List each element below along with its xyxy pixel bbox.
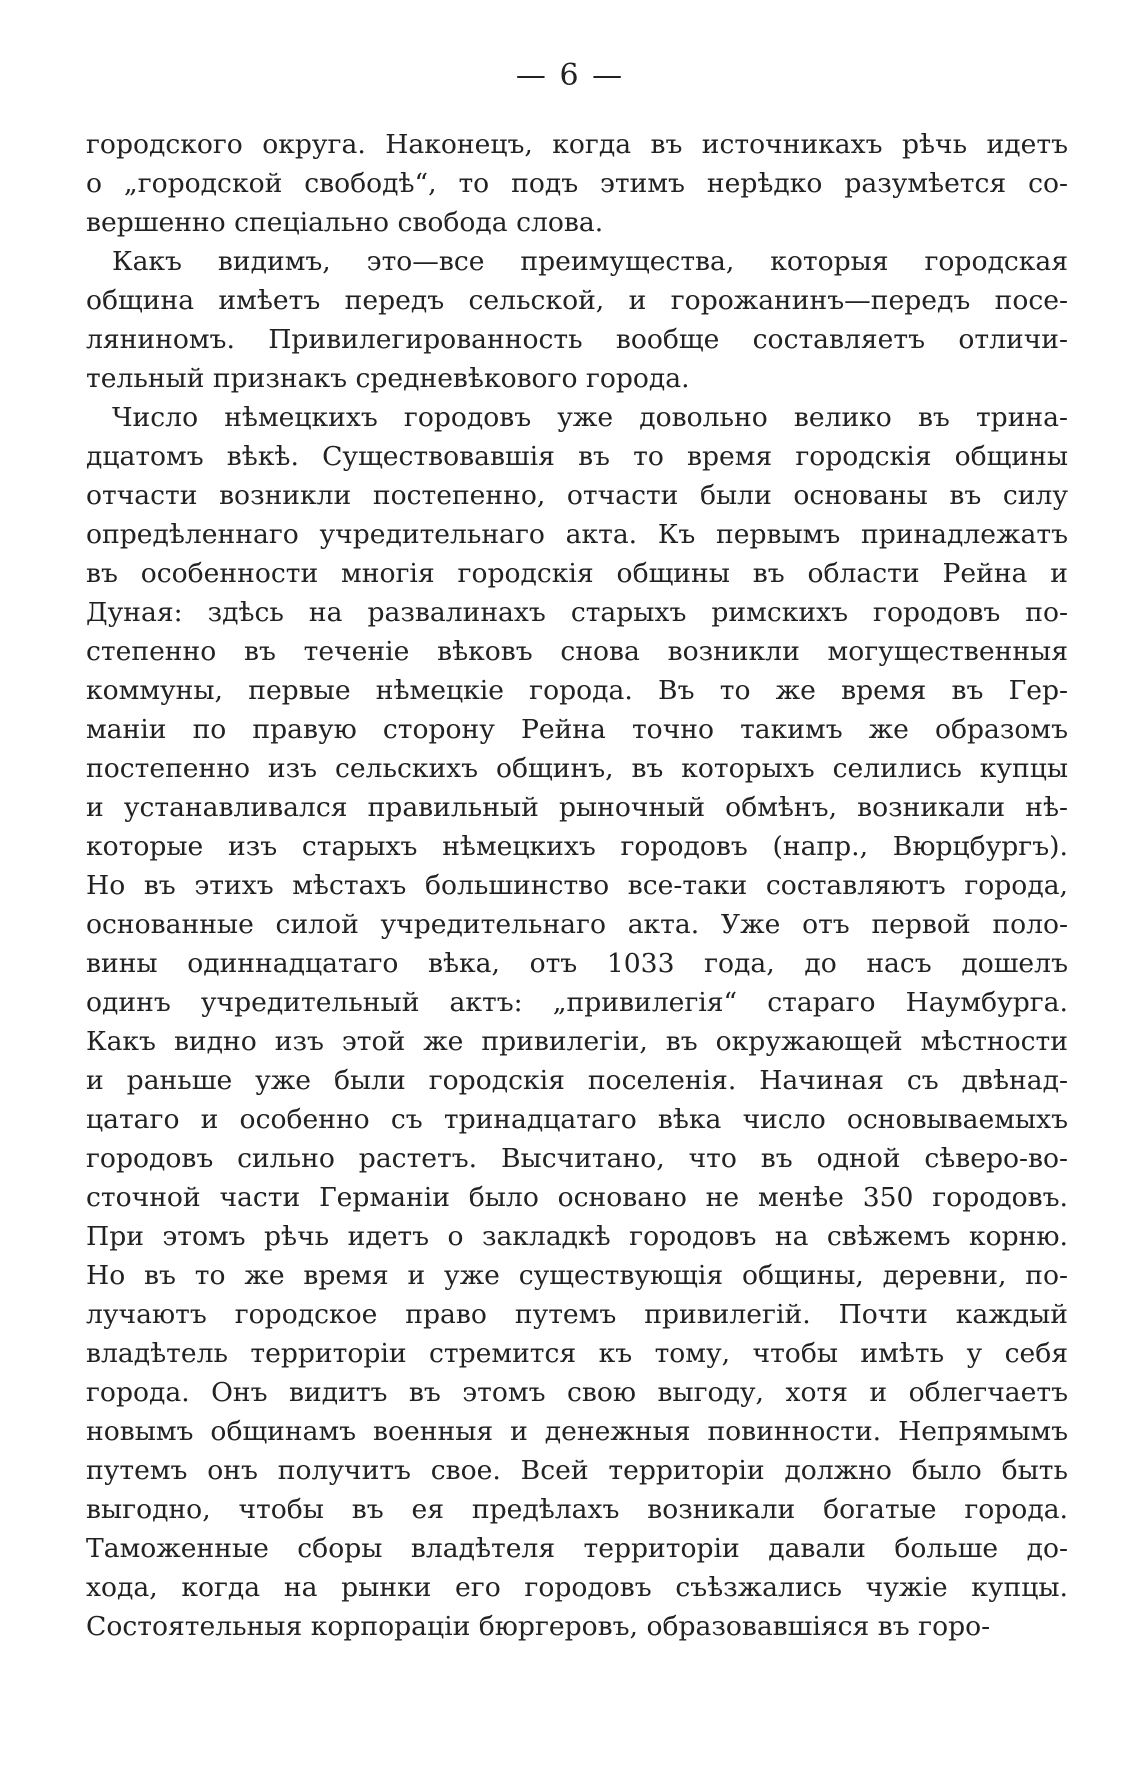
text-line: постепенно изъ сельскихъ общинъ, въ которыхъ селились купцы bbox=[86, 753, 1068, 784]
text-line: и раньше уже были городскія поселенія. Начиная съ двѣнад- bbox=[86, 1065, 1068, 1096]
text-line: о „городской свободѣ“, то подъ этимъ нерѣдко разумѣется со- bbox=[86, 168, 1068, 199]
text-line: коммуны, первые нѣмецкіе города. Въ то же время въ Гер- bbox=[86, 675, 1068, 706]
text-line: основанные силой учредительнаго акта. Уже отъ первой поло- bbox=[86, 909, 1068, 940]
text-line: городовъ сильно растетъ. Высчитано, что въ одной сѣверо-во- bbox=[86, 1143, 1068, 1174]
page-number: — 6 — bbox=[515, 58, 625, 93]
text-line: хода, когда на рынки его городовъ съѣзжались чужіе купцы. bbox=[86, 1572, 1068, 1603]
text-line: тельный признакъ средневѣкового города. bbox=[86, 363, 690, 394]
text-line: лучаютъ городское право путемъ привилегій. Почти каждый bbox=[86, 1299, 1068, 1330]
text-line: Какъ видно изъ этой же привилегіи, въ окружающей мѣстности bbox=[86, 1026, 1068, 1057]
text-line: выгодно, чтобы въ ея предѣлахъ возникали богатые города. bbox=[86, 1494, 1068, 1525]
text-line: отчасти возникли постепенно, отчасти были основаны въ силу bbox=[86, 480, 1068, 511]
text-line: община имѣетъ передъ сельской, и горожанинъ—передъ посе- bbox=[86, 285, 1068, 316]
text-line: дцатомъ вѣкѣ. Существовавшія въ то время городскія общины bbox=[86, 441, 1068, 472]
text-line: вины одиннадцатаго вѣка, отъ 1033 года, до насъ дошелъ bbox=[86, 948, 1068, 979]
text-line: Но въ то же время и уже существующія общины, деревни, по- bbox=[86, 1260, 1068, 1291]
text-line: маніи по правую сторону Рейна точно такимъ же образомъ bbox=[86, 714, 1068, 745]
text-line: новымъ общинамъ военныя и денежныя повинности. Непрямымъ bbox=[86, 1416, 1068, 1447]
text-line: въ особенности многія городскія общины въ области Рейна и bbox=[86, 558, 1068, 589]
text-line: Состоятельныя корпораціи бюргеровъ, образовавшіяся въ горо- bbox=[86, 1611, 991, 1642]
text-line: При этомъ рѣчь идетъ о закладкѣ городовъ на свѣжемъ корню. bbox=[86, 1221, 1068, 1252]
text-line: владѣтель территоріи стремится къ тому, чтобы имѣть у себя bbox=[86, 1338, 1068, 1369]
text-line: опредѣленнаго учредительнаго акта. Къ первымъ принадлежатъ bbox=[86, 519, 1068, 550]
text-line: Какъ видимъ, это—все преимущества, которыя городская bbox=[112, 246, 1068, 277]
text-line: вершенно спеціально свобода слова. bbox=[86, 207, 604, 238]
text-line: Но въ этихъ мѣстахъ большинство все-таки составляютъ города, bbox=[86, 870, 1068, 901]
text-line: одинъ учредительный актъ: „привилегія“ стараго Наумбурга. bbox=[86, 987, 1068, 1018]
text-line: которые изъ старыхъ нѣмецкихъ городовъ (напр., Вюрцбургъ). bbox=[86, 831, 1068, 862]
text-line: городского округа. Наконецъ, когда въ источникахъ рѣчь идетъ bbox=[86, 129, 1068, 160]
text-line: путемъ онъ получитъ свое. Всей территоріи должно было быть bbox=[86, 1455, 1068, 1486]
text-line: Таможенные сборы владѣтеля территоріи давали больше до- bbox=[86, 1533, 1068, 1564]
text-line: Дуная: здѣсь на развалинахъ старыхъ римскихъ городовъ по- bbox=[86, 597, 1068, 628]
text-line: цатаго и особенно съ тринадцатаго вѣка число основываемыхъ bbox=[86, 1104, 1068, 1135]
text-line: Число нѣмецкихъ городовъ уже довольно велико въ трина- bbox=[112, 402, 1068, 433]
paragraph bbox=[86, 398, 1068, 1646]
paragraph bbox=[86, 125, 1068, 242]
body-text bbox=[86, 125, 1068, 1646]
paragraph bbox=[86, 242, 1068, 398]
text-line: степенно въ теченіе вѣковъ снова возникли могущественныя bbox=[86, 636, 1068, 667]
text-line: сточной части Германіи было основано не менѣе 350 городовъ. bbox=[86, 1182, 1068, 1213]
text-line: и устанавливался правильный рыночный обмѣнъ, возникали нѣ- bbox=[86, 792, 1068, 823]
text-line: ляниномъ. Привилегированность вообще составляетъ отличи- bbox=[86, 324, 1068, 355]
text-line: города. Онъ видитъ въ этомъ свою выгоду, хотя и облегчаетъ bbox=[86, 1377, 1068, 1408]
